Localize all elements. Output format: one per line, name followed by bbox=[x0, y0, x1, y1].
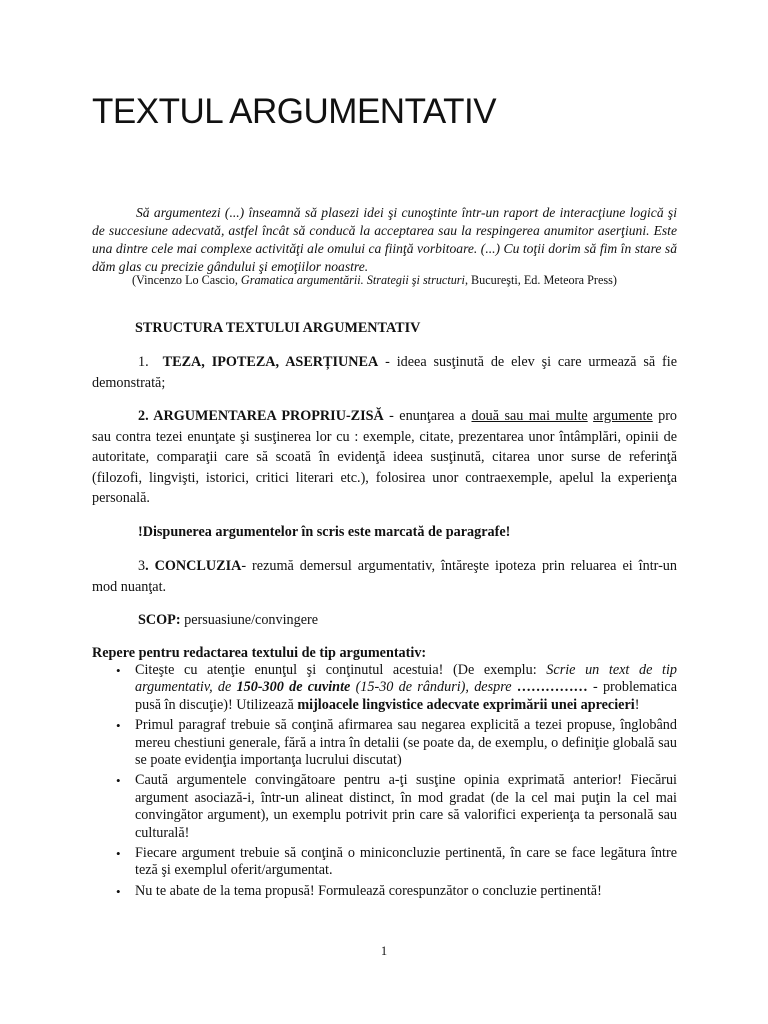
scope-label: SCOP: bbox=[138, 612, 181, 628]
example-text: Scrie un text de tip argumentativ, de bbox=[135, 662, 677, 696]
structure-heading: STRUCTURA TEXTULUI ARGUMENTATIV bbox=[135, 320, 421, 336]
item-text: - rezumă demersul argumentativ, întăreşte ipoteza prin reluarea ei într-un mod nuanţat. bbox=[92, 558, 677, 595]
item-text: - problematica pusă în discuţie)! Utilizează bbox=[135, 679, 678, 713]
bullet-icon: • bbox=[116, 846, 121, 862]
underlined-phrase: două sau mai multe bbox=[471, 408, 588, 424]
quote-citation bbox=[132, 272, 692, 288]
page-title: TEXTUL ARGUMENTATIV bbox=[92, 92, 497, 131]
guidelines-heading: Repere pentru redactarea textului de tip argumentativ: bbox=[92, 645, 427, 661]
guidelines-list bbox=[92, 662, 677, 903]
structure-item-argumentation bbox=[92, 406, 677, 509]
item-label: . CONCLUZIA bbox=[145, 558, 242, 574]
item-label: 2. ARGUMENTAREA PROPRIU-ZISĂ bbox=[138, 408, 384, 424]
structure-item-conclusion bbox=[92, 556, 677, 597]
placeholder-dots: …………… bbox=[516, 679, 588, 696]
bullet-icon: • bbox=[116, 773, 121, 789]
item-text: ! bbox=[634, 696, 640, 713]
example-text: (15-30 de rânduri), despre bbox=[350, 679, 517, 696]
bullet-icon: • bbox=[116, 883, 121, 899]
bullet-icon: • bbox=[116, 718, 121, 734]
paragraph-note bbox=[92, 522, 677, 543]
list-item bbox=[92, 845, 677, 880]
quote-text: Să argumentezi (...) înseamnă să plasezi idei şi cunoştinte într-un raport de interacţiune logică şi de succesiune adecvată, astfel încât să conducă la acceptarea sau la respingerea anumitor aserţiuni. Este una dintre cele mai complexe activităţi ale omului ca fiinţă vorbitoare. (...) Cu toţii dorim să fim în stare să dăm glas cu precizie gândului şi emoţiilor noastre. bbox=[92, 205, 677, 274]
item-number: 3 bbox=[138, 558, 146, 574]
item-text: Caută argumentele convingătoare pentru a-ţi susţine opinia exprimată anterior! Fiecărui argument asociază-i, într-un alineat distinct, în mod gradat (de la cel mai puţin la cel mai convingător argument), un exemplu potrivit prin care să valorifici experienţa ta personală sau culturală! bbox=[135, 772, 677, 841]
list-item bbox=[92, 717, 677, 769]
item-text: - enunţarea a bbox=[383, 408, 472, 424]
note-text: !Dispunerea argumentelor în scris este marcată de paragrafe! bbox=[138, 524, 511, 540]
scope-line bbox=[92, 610, 677, 631]
epigraph-quote bbox=[92, 204, 677, 276]
list-item bbox=[92, 883, 677, 900]
item-text: Nu te abate de la tema propusă! Formulează corespunzător o concluzie pertinentă! bbox=[135, 882, 602, 899]
item-text: Primul paragraf trebuie să conţină afirmarea sau negarea explicită a tezei propuse, înglobând mereu chestiuni generale, fără a intra în detalii (se poate da, de exemplu, o definiţie globală sau se poate evidenţia importanţa lucrului discutat) bbox=[135, 717, 677, 769]
word-count: 150-300 de cuvinte bbox=[236, 679, 351, 696]
citation-book-title: Gramatica argumentării. Strategii şi structuri bbox=[240, 273, 465, 287]
item-text: Citeşte cu atenţie enunţul şi conţinutul acestuia! (De exemplu: bbox=[135, 662, 547, 678]
emphasis-text: mijloacele lingvistice adecvate exprimării unei aprecieri bbox=[297, 696, 635, 713]
page-number: 1 bbox=[380, 944, 388, 958]
scope-text: persuasiune/convingere bbox=[180, 612, 319, 628]
list-item bbox=[92, 772, 677, 842]
underlined-word: argumente bbox=[593, 408, 653, 424]
citation-author: (Vincenzo Lo Cascio, bbox=[132, 273, 241, 287]
item-number: 1. bbox=[138, 354, 149, 370]
list-item bbox=[92, 662, 677, 714]
item-text: pro sau contra tezei enunţate şi susţinerea lor cu : exemple, citate, prezentarea unor întâmplări, opinii de autoritate, comparaţii care să scoată în evidenţă ideea susţinută, citarea unor surse de referinţă (filozofi, lingvişti, istorici, critici literari etc.), folosirea unor contraexemple, apelul la experienţa personală. bbox=[92, 408, 678, 506]
item-text: - ideea susţinută de elev şi care urmează să fie demonstrată; bbox=[92, 354, 677, 391]
citation-publisher: , Bucureşti, Ed. Meteora Press) bbox=[464, 273, 617, 287]
structure-item-thesis bbox=[92, 352, 677, 393]
item-label: TEZA, IPOTEZA, ASERȚIUNEA bbox=[162, 354, 379, 370]
bullet-icon: • bbox=[116, 663, 121, 678]
item-text: Fiecare argument trebuie să conţină o miniconcluzie pertinentă, în care se face legătura între teză şi exemplul oferit/argumentat. bbox=[135, 845, 677, 879]
